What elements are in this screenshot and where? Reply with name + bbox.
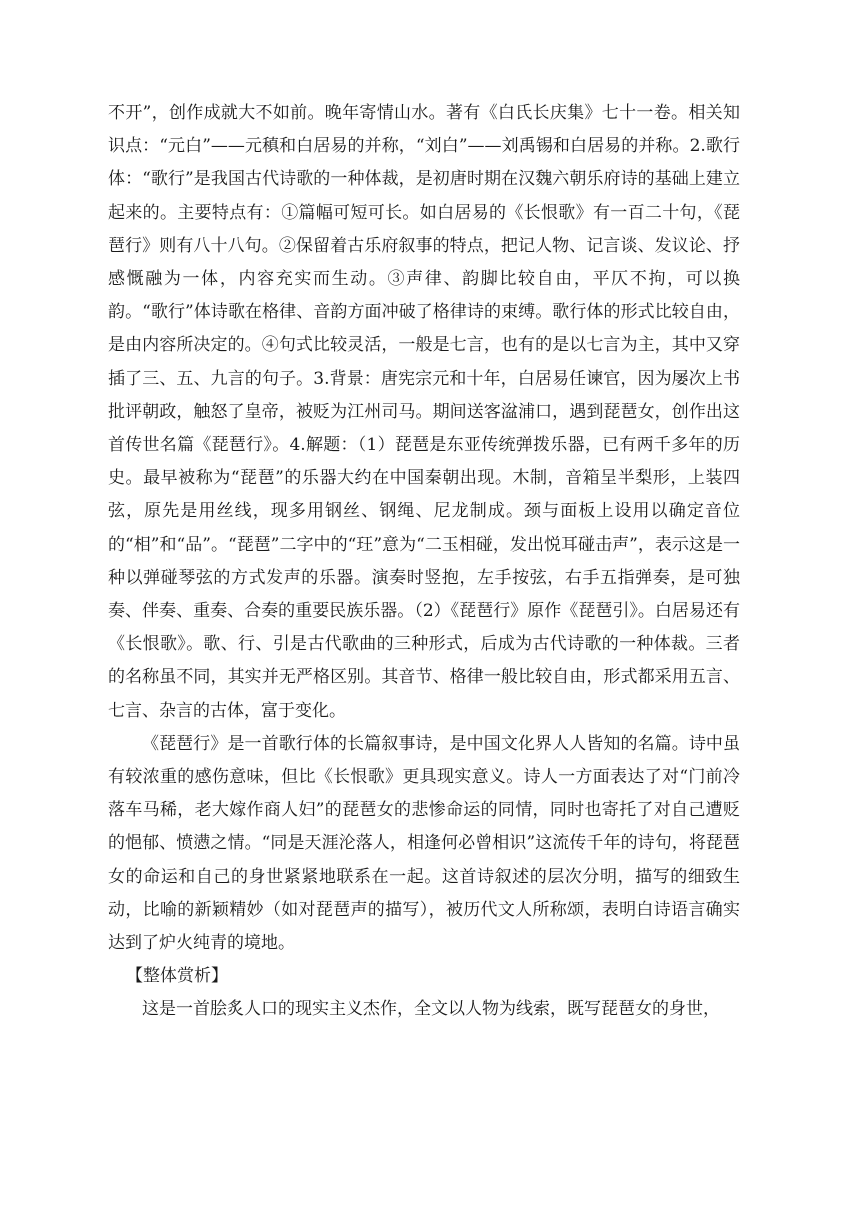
- section-heading-overall-appreciation: 【整体赏析】: [126, 966, 228, 987]
- document-body: [108, 97, 740, 1027]
- paragraph-author-notes: 不开”，创作成就大不如前。晚年寄情山水。著有《白氏长庆集》七十一卷。相关知识点：“元白”——元稹和白居易的并称，“刘白”——刘禹锡和白居易的并称。2.歌行体：“歌行”是我国古代诗歌的一种体裁，是初唐时期在汉魏六朝乐府诗的基础上建立起来的。主要特点有：①篇幅可短可长。如白居易的《长恨歌》有一百二十句，《琵琶行》则有八十八句。②保留着古乐府叙事的特点，把记人物、记言谈、发议论、抒感慨融为一体，内容充实而生动。③声律、韵脚比较自由，平仄不拘，可以换韵。“歌行”体诗歌在格律、音韵方面冲破了格律诗的束缚。歌行体的形式比较自由，是由内容所决定的。④句式比较灵活，一般是七言，也有的是以七言为主，其中又穿插了三、五、九言的句子。3.背景：唐宪宗元和十年，白居易任谏官，因为屡次上书批评朝政，触怒了皇帝，被贬为江州司马。期间送客湓浦口，遇到琵琶女，创作出这首传世名篇《琵琶行》。4.解题：（1）琵琶是东亚传统弹拨乐器，已有两千多年的历史。最早被称为“琵琶”的乐器大约在中国秦朝出现。木制，音箱呈半梨形，上装四弦，原先是用丝线，现多用钢丝、钢绳、尼龙制成。颈与面板上设用以确定音位的“相”和“品”。“琵琶”二字中的“玨”意为“二玉相碰，发出悦耳碰击声”，表示这是一种以弹碰琴弦的方式发声的乐器。演奏时竖抱，左手按弦，右手五指弹奏，是可独奏、伴奏、重奏、合奏的重要民族乐器。（2）《琵琶行》原作《琵琶引》。白居易还有《长恨歌》。歌、行、引是古代歌曲的三种形式，后成为古代诗歌的一种体裁。三者的名称虽不同，其实并无严格区别。其音节、格律一般比较自由，形式都采用五言、七言、杂言的古体，富于变化。: [108, 103, 740, 721]
- paragraph-overall-appreciation: 这是一首脍炙人口的现实主义杰作，全文以人物为线索，既写琵琶女的身世，: [142, 999, 720, 1020]
- paragraph-poem-commentary: 《琵琶行》是一首歌行体的长篇叙事诗，是中国文化界人人皆知的名篇。诗中虽有较浓重的感伤意味，但比《长恨歌》更具现实意义。诗人一方面表达了对“门前冷落车马稀，老大嫁作商人妇”的琵琶女的悲惨命运的同情，同时也寄托了对自己遭贬的悒郁、愤懑之情。“同是天涯沦落人，相逢何必曾相识”这流传千年的诗句，将琵琶女的命运和自己的身世紧紧地联系在一起。这首诗叙述的层次分明，描写的细致生动，比喻的新颖精妙（如对琵琶声的描写），被历代文人所称颂，表明白诗语言确实达到了炉火纯青的境地。: [108, 733, 740, 954]
